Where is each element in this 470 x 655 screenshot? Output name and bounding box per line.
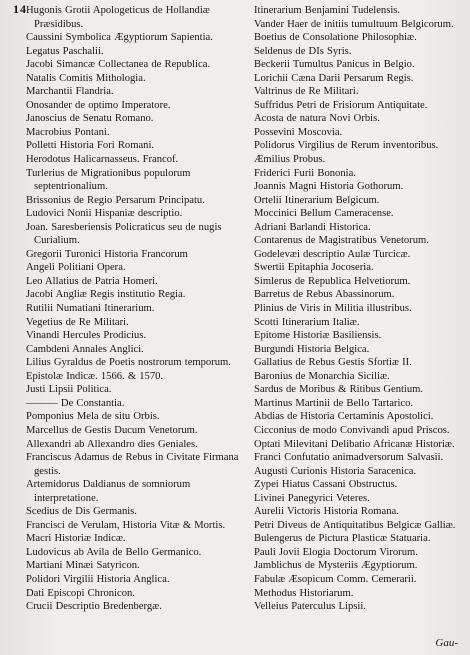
catalog-entry: Crucii Descriptio Bredenbergæ. bbox=[26, 601, 162, 613]
catalog-entry: Livinei Panegyrici Veteres. bbox=[254, 492, 370, 504]
page-number: 14 bbox=[13, 2, 27, 16]
catalog-entry: Caussini Symbolica Ægyptiorum Sapientia. bbox=[26, 32, 213, 44]
catalog-entry: Acosta de natura Novi Orbis. bbox=[254, 113, 380, 125]
catalog-entry: Allexandri ab Allexandro dies Geniales. bbox=[26, 438, 198, 450]
catalog-entry: Pomponius Mela de situ Orbis. bbox=[26, 411, 160, 423]
catalog-entry: Jamblichus de Mysteriis Ægyptiorum. bbox=[254, 560, 418, 572]
catalog-entry: Martinus Martinii de Bello Tartarico. bbox=[254, 397, 414, 409]
catalog-entry: Vegetius de Re Militari. bbox=[26, 316, 129, 328]
catalog-entry: Pauli Jovii Elogia Doctorum Virorum. bbox=[254, 546, 418, 558]
catalog-entry: Ludovici Nonii Hispaniæ descriptio. bbox=[26, 208, 183, 220]
catalog-entry: Turlerius de Migrationibus populorum septentrionalium. bbox=[26, 167, 191, 193]
catalog-entry: Jacobi Angliæ Regis institutio Regia. bbox=[26, 289, 186, 301]
catalog-entry: Lorichii Cæna Darii Persarum Regis. bbox=[254, 72, 414, 84]
catalog-entry: Vander Haer de initiis tumultuum Belgicorum. bbox=[254, 18, 454, 30]
catalog-entry: Rutilii Numatiani Itinerarium. bbox=[26, 303, 155, 315]
catalog-entry: Burgundi Historia Belgica. bbox=[254, 343, 370, 355]
catalog-entry: Legatus Paschalii. bbox=[26, 45, 104, 57]
catalog-entry: Baronius de Monarchia Siciliæ. bbox=[254, 370, 390, 382]
catalog-entry: Cambdeni Annales Anglici. bbox=[26, 343, 144, 355]
left-column bbox=[26, 4, 240, 614]
catalog-columns bbox=[26, 4, 464, 614]
catalog-entry: Æmilius Probus. bbox=[254, 154, 326, 166]
catalog-entry: Suffridus Petri de Frisiorum Antiquitate. bbox=[254, 99, 428, 111]
catalog-entry: Abdias de Historia Certaminis Apostolici. bbox=[254, 411, 434, 423]
catalog-entry: Polletti Historia Fori Romani. bbox=[26, 140, 155, 152]
catalog-entry: Possevini Moscovia. bbox=[254, 126, 343, 138]
catchword: Gau- bbox=[435, 637, 458, 649]
catalog-entry: Zypei Hiatus Cassani Obstructus. bbox=[254, 479, 398, 491]
catalog-entry: Optati Milevitani Delibatio Africanæ Historiæ. bbox=[254, 438, 455, 450]
catalog-entry: Gallatius de Rebus Gestis Sfortiæ II. bbox=[254, 357, 412, 369]
catalog-entry: Methodus Historiarum. bbox=[254, 587, 354, 599]
catalog-entry: Artemidorus Daldianus de somniorum interpretatione. bbox=[26, 479, 191, 504]
catalog-entry: Franci Confutatio animadversorum Salvasii. bbox=[254, 452, 444, 464]
catalog-entry: Moccinici Bellum Cameracense. bbox=[254, 208, 394, 220]
catalog-entry: Aurelii Victoris Historia Romana. bbox=[254, 506, 399, 518]
catalog-entry: Valtrinus de Re Militari. bbox=[254, 86, 359, 98]
catalog-entry: Joannis Magni Historia Gothorum. bbox=[254, 181, 404, 193]
catalog-entry: Epitome Historiæ Basiliensis. bbox=[254, 330, 382, 342]
catalog-entry: Janoscius de Senatu Romano. bbox=[26, 113, 154, 125]
catalog-entry: Natalis Comitis Mithologia. bbox=[26, 72, 146, 84]
catalog-entry: Brissonius de Regio Persarum Principatu. bbox=[26, 194, 205, 206]
catalog-entry: Simlerus de Republica Helvetiorum. bbox=[254, 275, 411, 287]
catalog-entry: Sardus de Moribus & Ritibus Gentium. bbox=[254, 384, 424, 396]
catalog-entry: Scedius de Dis Germanis. bbox=[26, 506, 137, 518]
catalog-entry: Joan. Saresberiensis Policraticus seu de nugis Curialium. bbox=[26, 221, 222, 247]
catalog-entry: Epistolæ Indicæ. 1566. & 1570. bbox=[26, 370, 164, 382]
catalog-entry: Herodotus Halicarnasseus. Francof. bbox=[26, 154, 179, 166]
catalog-entry: Scotti Itinerarium Italiæ. bbox=[254, 316, 360, 328]
catalog-entry: Velleius Paterculus Lipsii. bbox=[254, 601, 366, 613]
catalog-entry: Polidorus Virgilius de Rerum inventoribus. bbox=[254, 140, 439, 152]
catalog-entry: Vinandi Hercules Prodicius. bbox=[26, 330, 147, 342]
catalog-entry: Cicconius de modo Convivandi apud Priscos. bbox=[254, 424, 450, 436]
catalog-entry: Boetius de Consolatione Philosophiæ. bbox=[254, 32, 417, 44]
catalog-entry: Martiani Minæi Satyricon. bbox=[26, 560, 140, 572]
catalog-entry: Leo Allatius de Patria Homeri. bbox=[26, 275, 158, 287]
catalog-entry: Dati Episcopi Chronicon. bbox=[26, 587, 135, 599]
catalog-entry: Adriani Barlandi Historica. bbox=[254, 221, 371, 233]
catalog-entry: Godelevæi descriptio Aulæ Turcicæ. bbox=[254, 248, 411, 260]
catalog-entry: Hugonis Grotii Apologeticus de Hollandiæ Præsidibus. bbox=[26, 5, 210, 30]
catalog-entry: Beckerii Tumultus Panicus in Belgio. bbox=[254, 59, 415, 71]
catalog-entry: Itinerarium Benjamini Tudelensis. bbox=[254, 5, 401, 16]
catalog-entry: Onosander de optimo Imperatore. bbox=[26, 99, 171, 111]
catalog-entry: Contarenus de Magistratibus Venetorum. bbox=[254, 235, 429, 247]
catalog-entry: Macrobius Pontani. bbox=[26, 126, 110, 138]
catalog-entry: ——— De Constantia. bbox=[26, 397, 125, 409]
catalog-entry: Marcellus de Gestis Ducum Venetorum. bbox=[26, 424, 198, 436]
catalog-entry: Ludovicus ab Avila de Bello Germanico. bbox=[26, 546, 202, 558]
catalog-entry: Macri Historiæ Indicæ. bbox=[26, 533, 126, 545]
catalog-entry: Justi Lipsii Politica. bbox=[26, 384, 112, 396]
catalog-entry: Jacobi Simancæ Collectanea de Republica. bbox=[26, 59, 211, 71]
catalog-entry: Marchantii Flandria. bbox=[26, 86, 114, 98]
catalog-entry: Barretus de Rebus Abassinorum. bbox=[254, 289, 395, 301]
catalog-entry: Augusti Curionis Historia Saracenica. bbox=[254, 465, 417, 477]
catalog-entry: Polidori Virgilii Historia Anglica. bbox=[26, 573, 170, 585]
catalog-entry: Francisci de Verulam, Historia Vitæ & Mortis. bbox=[26, 519, 226, 531]
catalog-entry: Swertii Epitaphia Jocoseria. bbox=[254, 262, 374, 274]
catalog-entry: Angeli Politiani Opera. bbox=[26, 262, 126, 274]
catalog-entry: Lilius Gyraldus de Poetis nostrorum temporum. bbox=[26, 357, 231, 369]
catalog-entry: Plinius de Viris in Militia illustribus. bbox=[254, 303, 412, 315]
catalog-entry: Seldenus de DIs Syris. bbox=[254, 45, 352, 57]
catalog-entry: Friderici Furii Bononia. bbox=[254, 167, 356, 179]
catalog-entry: Franciscus Adamus de Rebus in Civitate Firmana gestis. bbox=[26, 452, 239, 477]
catalog-entry: Ortelii Itinerarium Belgicum. bbox=[254, 194, 380, 206]
catalog-entry: Petri Diveus de Antiquitatibus Belgicæ Galliæ. bbox=[254, 519, 456, 531]
catalog-entry: Fabulæ Æsopicum Comm. Cemerarii. bbox=[254, 573, 417, 585]
catalog-entry: Gregorii Turonici Historia Francorum bbox=[26, 248, 188, 260]
right-column bbox=[254, 4, 466, 614]
catalog-entry: Bulengerus de Pictura Plasticæ Statuaria. bbox=[254, 533, 431, 545]
